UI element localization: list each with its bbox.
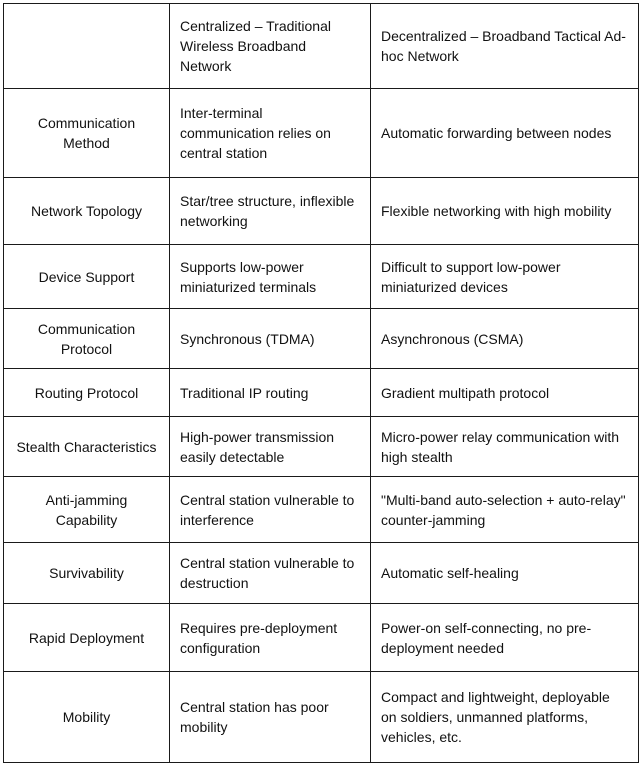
- row-aspect: Anti-jamming Capability: [4, 477, 170, 543]
- row-centralized: Requires pre-deployment configuration: [170, 604, 371, 672]
- header-centralized: Centralized – Traditional Wireless Broadband Network: [170, 4, 371, 89]
- row-decentralized: Automatic forwarding between nodes: [371, 89, 639, 178]
- table-row: [4, 178, 639, 245]
- table-row: [4, 672, 639, 763]
- row-centralized: Central station vulnerable to interference: [170, 477, 371, 543]
- header-decentralized: Decentralized – Broadband Tactical Ad-hoc Network: [371, 4, 639, 89]
- row-centralized: Inter-terminal communication relies on central station: [170, 89, 371, 178]
- row-centralized: Central station vulnerable to destruction: [170, 543, 371, 604]
- row-decentralized: Micro-power relay communication with high stealth: [371, 417, 639, 477]
- row-aspect: Routing Protocol: [4, 369, 170, 417]
- table-row: [4, 477, 639, 543]
- row-aspect: Survivability: [4, 543, 170, 604]
- row-centralized: Supports low-power miniaturized terminals: [170, 245, 371, 309]
- row-aspect: Rapid Deployment: [4, 604, 170, 672]
- table-row: [4, 604, 639, 672]
- header-row: [4, 4, 639, 89]
- row-decentralized: "Multi-band auto-selection + auto-relay" counter-jamming: [371, 477, 639, 543]
- row-decentralized: Flexible networking with high mobility: [371, 178, 639, 245]
- row-aspect: Network Topology: [4, 178, 170, 245]
- row-decentralized: Difficult to support low-power miniaturized devices: [371, 245, 639, 309]
- table-row: [4, 89, 639, 178]
- row-centralized: High-power transmission easily detectable: [170, 417, 371, 477]
- row-aspect: Communication Protocol: [4, 309, 170, 369]
- header-corner-cell: [4, 4, 170, 89]
- row-centralized: Traditional IP routing: [170, 369, 371, 417]
- row-aspect: Device Support: [4, 245, 170, 309]
- row-aspect: Stealth Characteristics: [4, 417, 170, 477]
- row-centralized: Synchronous (TDMA): [170, 309, 371, 369]
- row-decentralized: Automatic self-healing: [371, 543, 639, 604]
- table-row: [4, 543, 639, 604]
- table-row: [4, 245, 639, 309]
- row-aspect: Communication Method: [4, 89, 170, 178]
- table-row: [4, 369, 639, 417]
- row-decentralized: Power-on self-connecting, no pre-deployment needed: [371, 604, 639, 672]
- comparison-table: [3, 3, 639, 763]
- row-centralized: Central station has poor mobility: [170, 672, 371, 763]
- row-centralized: Star/tree structure, inflexible networking: [170, 178, 371, 245]
- row-decentralized: Asynchronous (CSMA): [371, 309, 639, 369]
- table-row: [4, 309, 639, 369]
- row-aspect: Mobility: [4, 672, 170, 763]
- row-decentralized: Compact and lightweight, deployable on soldiers, unmanned platforms, vehicles, etc.: [371, 672, 639, 763]
- table-row: [4, 417, 639, 477]
- row-decentralized: Gradient multipath protocol: [371, 369, 639, 417]
